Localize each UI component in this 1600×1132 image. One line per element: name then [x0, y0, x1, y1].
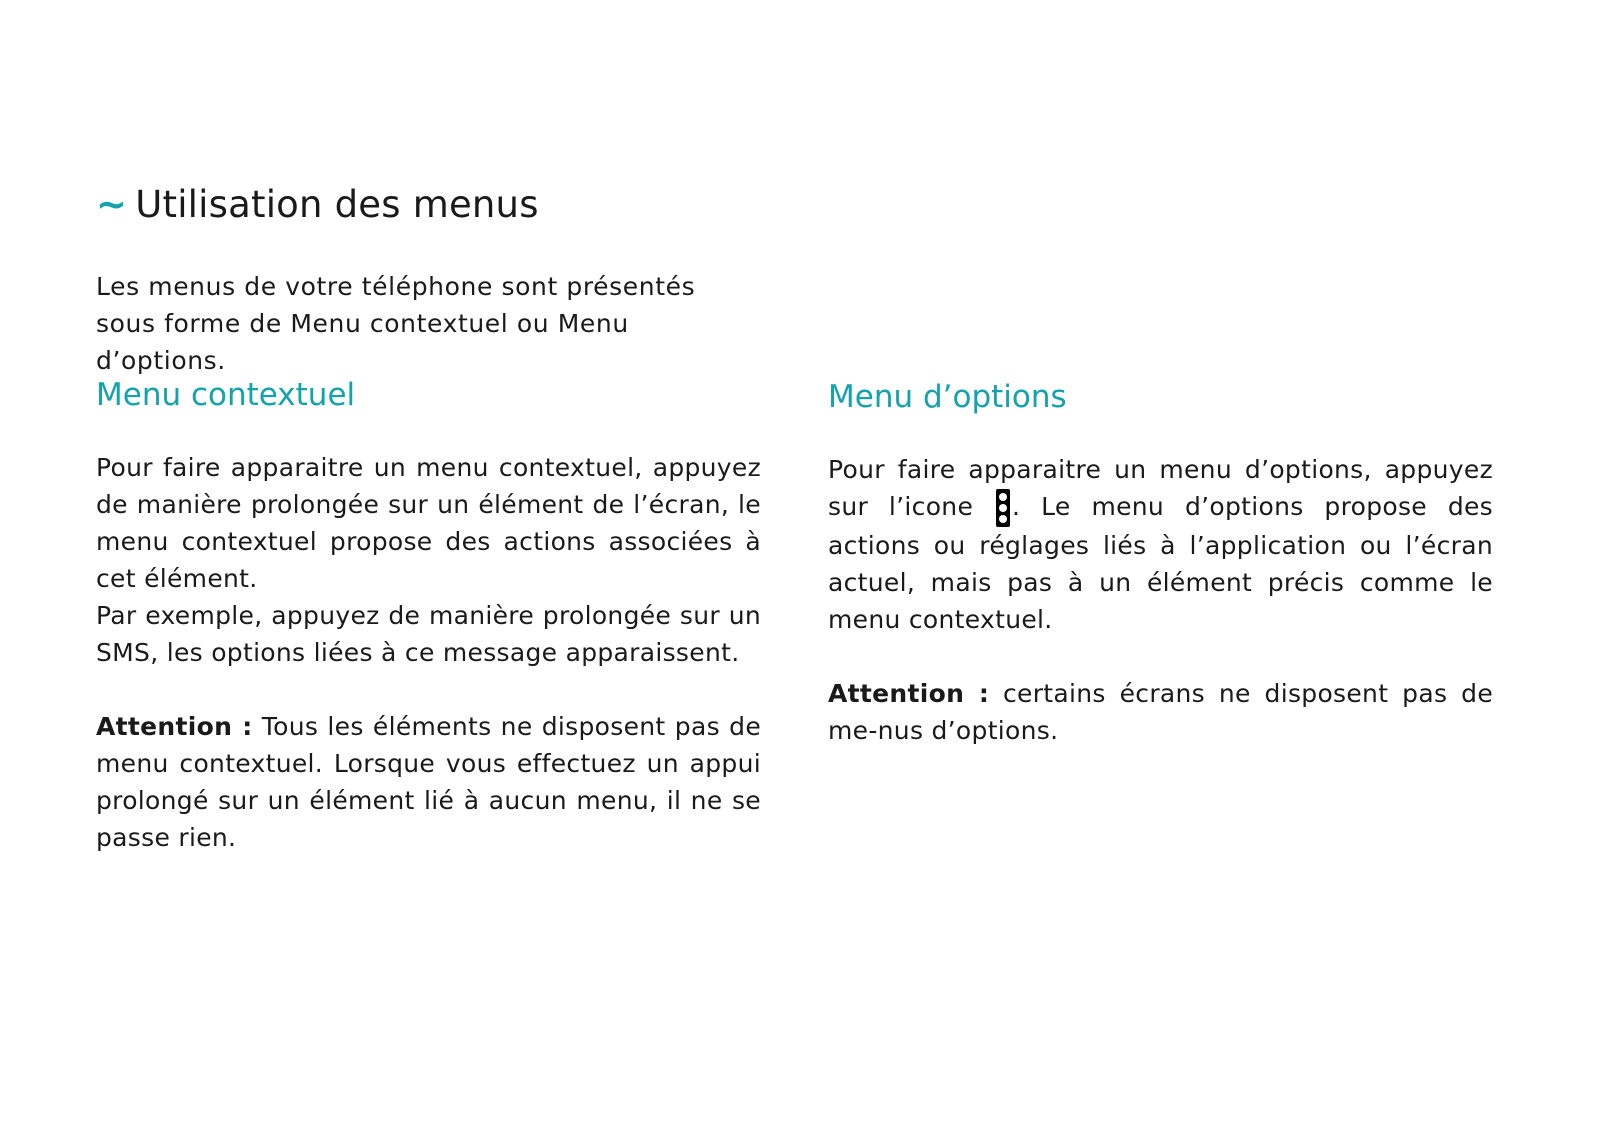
contextuel-paragraph-1: Pour faire apparaitre un menu contextuel, appuyez de manière prolongée sur un élément de l’écran, le menu contextuel propose des actions associées à cet élément. [96, 453, 761, 593]
attention-text: certains écrans ne disposent pas de me-nus d’options. [828, 679, 1493, 745]
heading-menu-options: Menu d’options [828, 379, 1067, 415]
options-paragraph-1 [828, 451, 1493, 638]
page-title [96, 183, 539, 226]
spacer [828, 638, 1493, 675]
heading-menu-contextuel: Menu contextuel [96, 377, 356, 413]
options-text-before-icon: Pour faire apparaitre un menu d’options, appuyez sur l’icone [828, 455, 1493, 521]
spacer [96, 671, 761, 708]
contextuel-attention [96, 708, 761, 856]
section-menu-contextuel [96, 377, 761, 856]
contextuel-paragraph-2: Par exemple, appuyez de manière prolongée sur un SMS, les options liées à ce message apparaissent. [96, 601, 761, 667]
attention-text: Tous les éléments ne disposent pas de menu contextuel. Lorsque vous effectuez un appui prolongé sur un élément lié à aucun menu, il ne se passe rien. [96, 712, 761, 852]
options-attention [828, 675, 1493, 749]
vertical-dots-icon [996, 489, 1010, 527]
title-tilde: ~ [96, 183, 128, 226]
options-text-after-icon: . Le menu d’options propose des actions ou réglages liés à l’application ou l’écran actuel, mais pas à un élément précis comme le menu contextuel. [828, 492, 1494, 634]
intro-paragraph: Les menus de votre téléphone sont présentés sous forme de Menu contextuel ou Menu d’options. [96, 272, 696, 375]
attention-label: Attention : [96, 712, 253, 741]
section-menu-options [828, 379, 1493, 749]
attention-label: Attention : [828, 679, 990, 708]
title-text: Utilisation des menus [135, 183, 539, 226]
